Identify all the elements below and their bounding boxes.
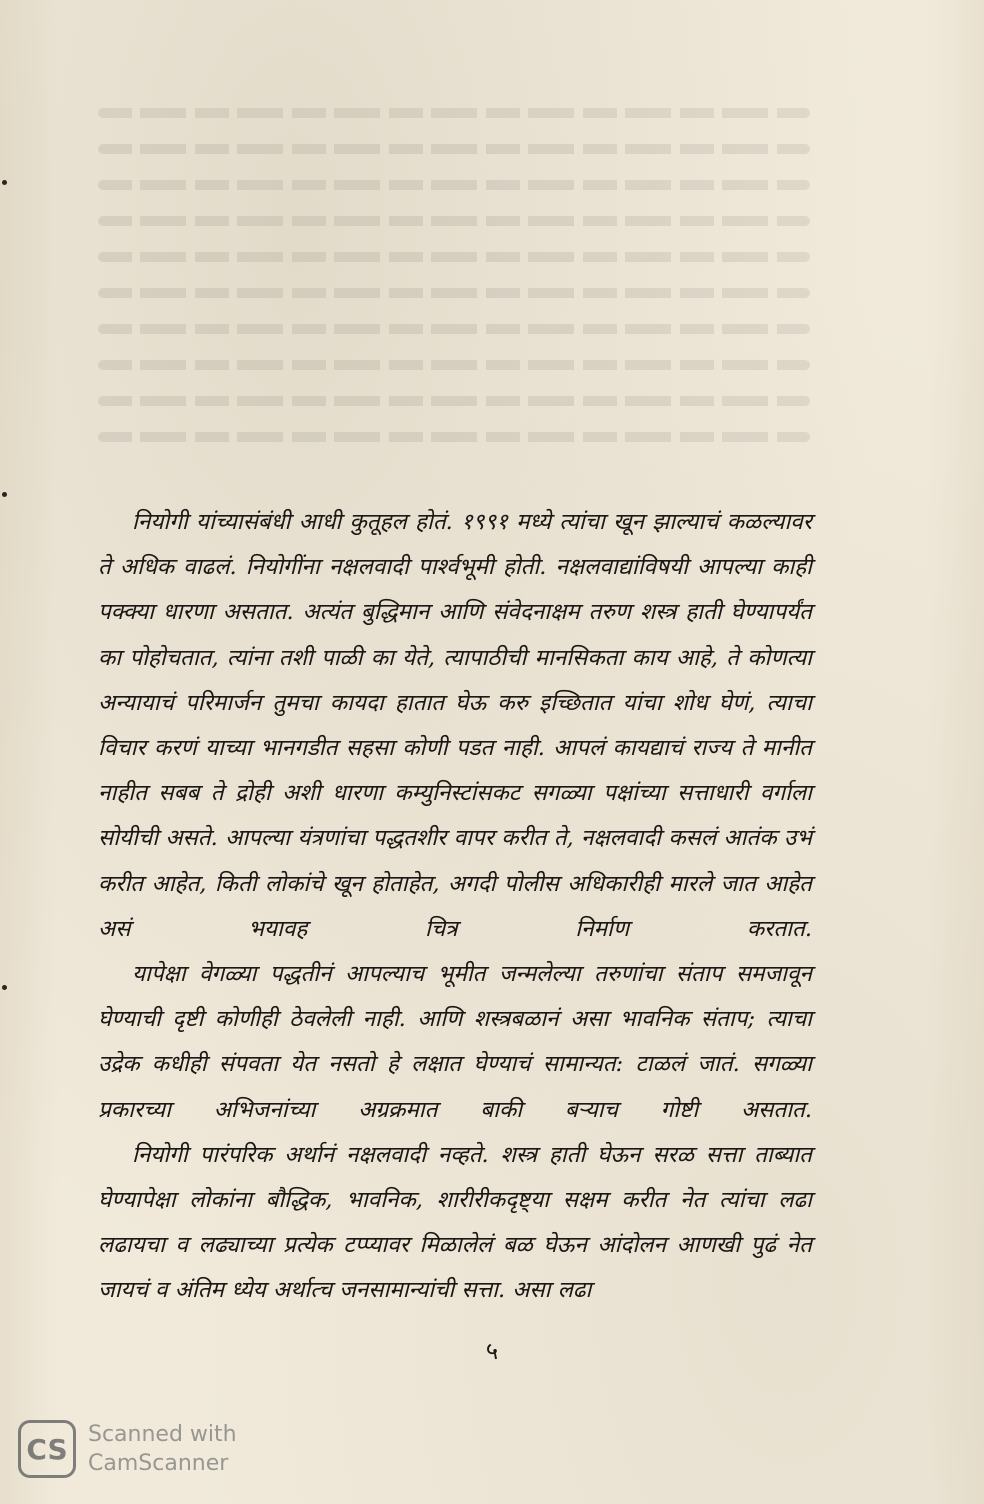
paragraph-2: यापेक्षा वेगळ्या पद्धतीनं आपल्याच भूमीत जन्मलेल्या तरुणांचा संताप समजावून घेण्याची दृष्टी कोणीही ठेवलेली नाही. आणि शस्त्रबळानं असा भावनिक संताप; त्याचा उद्रेक कधीही संपवता येत नसतो हे लक्षात घेण्याचं सामान्यत: टाळलं जातं. सगळ्या प्रकारच्या अभिजनांच्या अग्रक्रमात बाकी बऱ्याच गोष्टी असतात. xyxy=(98,961,812,1123)
body-text xyxy=(98,500,812,1314)
margin-speck xyxy=(2,985,7,990)
margin-speck xyxy=(2,180,7,185)
camscanner-watermark xyxy=(18,1420,237,1478)
watermark-line-2: CamScanner xyxy=(88,1451,229,1476)
camscanner-logo-icon: CS xyxy=(18,1420,76,1478)
paragraph-3: नियोगी पारंपरिक अर्थानं नक्षलवादी नव्हते. शस्त्र हाती घेऊन सरळ सत्ता ताब्यात घेण्यापेक्षा लोकांना बौद्धिक, भावनिक, शारीरीकदृष्ट्या सक्षम करीत नेत त्यांचा लढा लढायचा व लढ्याच्या प्रत्येक टप्प्यावर मिळालेलं बळ घेऊन आंदोलन आणखी पुढं नेत जायचं व अंतिम ध्येय अर्थात्च जनसामान्यांची सत्ता. असा लढा xyxy=(98,1141,812,1304)
watermark-line-1: Scanned with xyxy=(88,1422,237,1447)
watermark-text xyxy=(88,1420,237,1478)
margin-speck xyxy=(2,492,7,497)
paragraph-1: नियोगी यांच्यासंबंधी आधी कुतूहल होतं. १९९१ मध्ये त्यांचा खून झाल्याचं कळल्यावर ते अधिक वाढलं. नियोगींना नक्षलवादी पार्श्वभूमी होती. नक्षलवाद्यांविषयी आपल्या काही पक्क्या धारणा असतात. अत्यंत बुद्धिमान आणि संवेदनाक्षम तरुण शस्त्र हाती घेण्यापर्यंत का पोहोचतात, त्यांना तशी पाळी का येते, त्यापाठीची मानसिकता काय आहे, ते कोणत्या अन्यायाचं परिमार्जन तुमचा कायदा हातात घेऊ करु इच्छितात यांचा शोध घेणं, त्याचा विचार करणं याच्या भानगडीत सहसा कोणी पडत नाही. आपलं कायद्याचं राज्य ते मानीत नाहीत सबब ते द्रोही अशी धारणा कम्युनिस्टांसकट सगळ्या पक्षांच्या सत्ताधारी वर्गाला सोयीची असते. आपल्या यंत्रणांचा पद्धतशीर वापर करीत ते, नक्षलवादी कसलं आतंक उभं करीत आहेत, किती लोकांचे खून होताहेत, अगदी पोलीस अधिकारीही मारले जात आहेत असं भयावह चित्र निर्माण करतात. xyxy=(98,509,812,942)
reverse-page-bleed-through xyxy=(98,108,810,498)
page-number: ५ xyxy=(485,1337,499,1365)
